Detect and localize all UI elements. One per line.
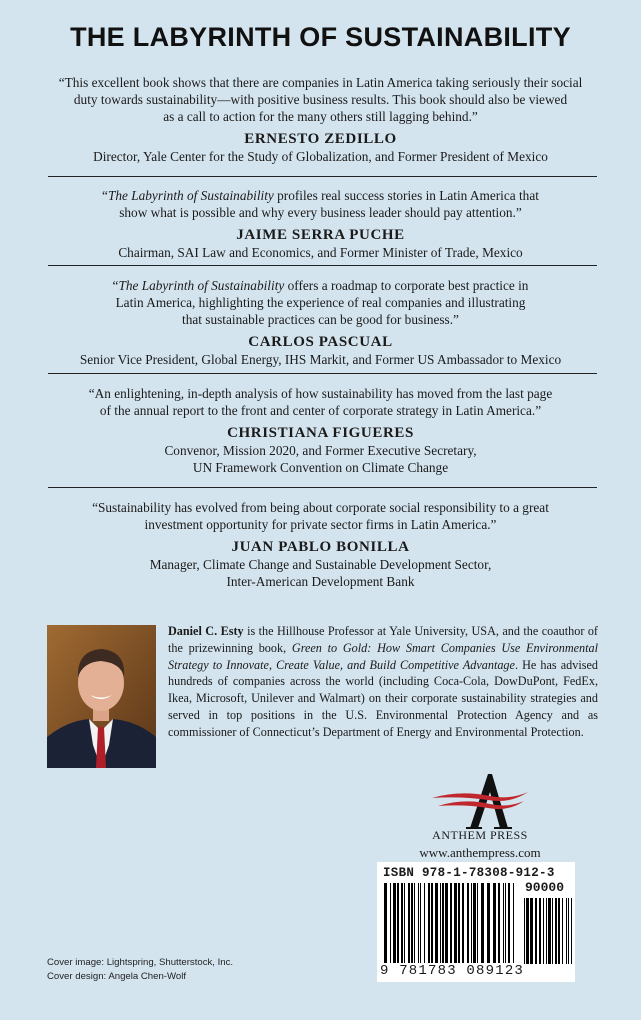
- blurb-bonilla: [40, 499, 601, 590]
- blurb-serra-puche: [40, 187, 601, 261]
- divider: [48, 176, 597, 177]
- author-bio: Daniel C. Esty is the Hillhouse Professor at Yale University, USA, and the coauthor of the prizewinning book, Green to Gold: How Smart Companies Use Environmental Strategy to Innovate, Create Value, and Build Competitive Advantage. He has advised hundreds of companies across the world (including Coca-Cola, DowDuPont, FedEx, Ikea, Microsoft, Unilever and Walmart) on their corporate sustainability strategies and served in top positions in the U.S. Environmental Protection Agency and as commissioner of Connecticut’s Department of Energy and Environmental Protection.: [168, 624, 599, 739]
- blurb-author-role: Senior Vice President, Global Energy, IHS Markit, and Former US Ambassador to Mexico: [79, 352, 562, 367]
- barcode-main-icon: [384, 883, 514, 963]
- barcode-digits: 9 781783 089123: [380, 963, 525, 979]
- blurb-author-role: Chairman, SAI Law and Economics, and Former Minister of Trade, Mexico: [118, 245, 523, 260]
- publisher-url[interactable]: www.anthempress.com: [419, 845, 541, 860]
- blurb-author-role: Convenor, Mission 2020, and Former Executive Secretary, UN Framework Convention on Climate Change: [164, 443, 477, 475]
- divider: [48, 373, 597, 374]
- publisher-name: ANTHEM PRESS: [432, 828, 528, 842]
- blurb-figueres: [40, 385, 601, 476]
- blurb-pascual: [40, 277, 601, 368]
- barcode-addon-icon: [524, 898, 572, 978]
- blurb-quote: “Sustainability has evolved from being about corporate social responsibility to a great investment opportunity for private sector firms in Latin America.”: [92, 500, 549, 532]
- blurb-author-role: Director, Yale Center for the Study of Globalization, and Former President of Mexico: [93, 149, 548, 164]
- book-title: THE LABYRINTH OF SUSTAINABILITY: [70, 22, 571, 52]
- blurb-zedillo: [40, 74, 601, 165]
- blurb-quote: “The Labyrinth of Sustainability profiles real success stories in Latin America that show what is possible and why every business leader should pay attention.”: [102, 188, 539, 220]
- isbn-label: ISBN 978-1-78308-912-3: [383, 866, 555, 880]
- author-photo: [47, 625, 156, 768]
- blurb-quote: “An enlightening, in-depth analysis of how sustainability has moved from the last page of the annual report to the front and center of corporate strategy in Latin America.”: [88, 386, 553, 418]
- blurb-author-name: JAIME SERRA PUCHE: [236, 227, 405, 243]
- blurb-quote: “This excellent book shows that there are companies in Latin America taking seriously their social duty towards sustainability—with positive business results. This book should also be viewed as a call to action for the many others still lagging behind.”: [58, 75, 583, 124]
- divider: [48, 265, 597, 266]
- blurb-author-name: JUAN PABLO BONILLA: [231, 539, 410, 555]
- cover-image-credit: Cover image: Lightspring, Shutterstock, Inc.: [47, 957, 234, 968]
- author-name: Daniel C. Esty: [168, 624, 244, 638]
- blurb-author-name: CARLOS PASCUAL: [248, 334, 393, 350]
- divider: [48, 487, 597, 488]
- blurb-author-name: ERNESTO ZEDILLO: [244, 131, 397, 147]
- price-code: 90000: [525, 880, 565, 895]
- blurb-quote: “The Labyrinth of Sustainability offers a roadmap to corporate best practice in Latin America, highlighting the experience of real companies and illustrating that sustainable practices can be good for business.”: [112, 278, 529, 327]
- book-title-reference: Green to Gold: How Smart Companies Use Environmental Strategy to Innovate, Create Value, and Build Competitive Advantage: [168, 640, 599, 672]
- blurb-author-role: Manager, Climate Change and Sustainable Development Sector, Inter-American Development Bank: [149, 557, 492, 589]
- cover-credits: [47, 956, 233, 983]
- blurb-author-name: CHRISTIANA FIGUERES: [227, 425, 414, 441]
- anthem-press-logo-icon: [430, 770, 530, 830]
- cover-design-credit: Cover design: Angela Chen-Wolf: [47, 970, 187, 982]
